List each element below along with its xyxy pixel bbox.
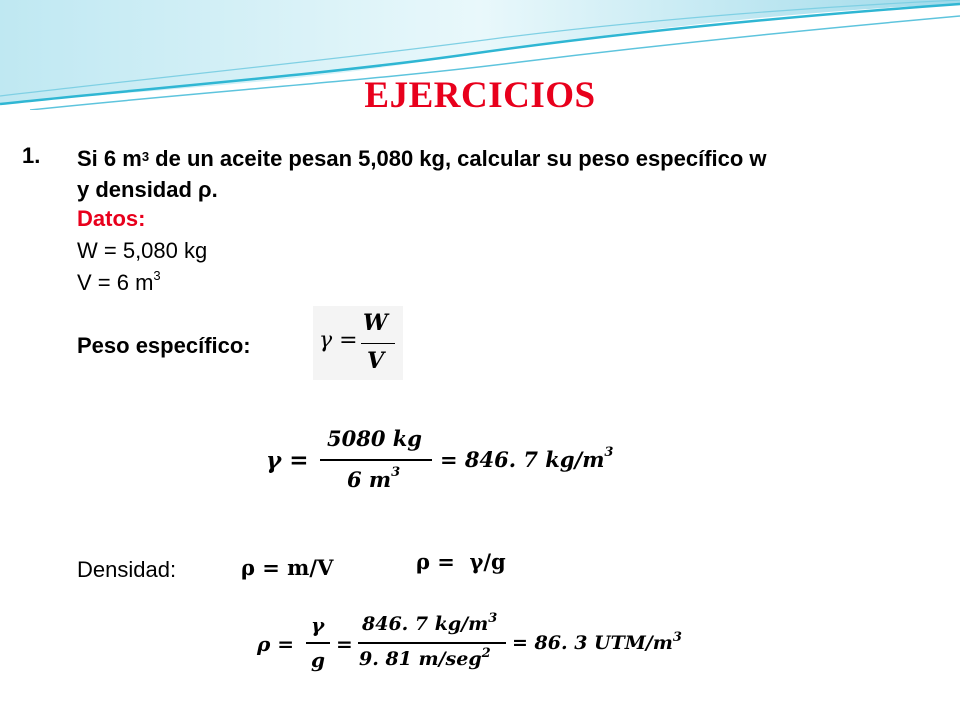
formula-image-lhs: γ = <box>319 328 358 353</box>
rho-eq-result <box>512 632 682 654</box>
gamma-eq-den-base: 6 m <box>347 467 392 492</box>
rho-eq-result-base: = 86. 3 UTM/m <box>512 632 673 654</box>
rho-eq-denominator-sup: 2 <box>481 646 491 661</box>
rho-eq-denominator-base: 9. 81 m/seg <box>359 648 482 670</box>
exercise-number: 1. <box>22 143 41 168</box>
problem-text-part1: Si 6 m <box>77 146 142 171</box>
density-formula-gamma-g: ρ = γ/g <box>416 549 506 574</box>
volume-value-sup: 3 <box>153 268 161 283</box>
problem-text-line2: y densidad ρ. <box>77 177 218 202</box>
volume-value <box>77 270 161 296</box>
formula-image-denominator: V <box>367 348 385 374</box>
formula-image-fraction-bar <box>361 343 395 344</box>
rho-eq-denominator <box>359 648 491 670</box>
gamma-eq-result-base: = 846. 7 kg/m <box>440 447 605 472</box>
rho-eq-lhs: ρ = <box>257 632 295 656</box>
density-formula-mass-volume: ρ = m/V <box>241 555 334 580</box>
densidad-label: Densidad: <box>77 557 177 582</box>
rho-eq-g-denominator: g <box>311 648 325 672</box>
rho-eq-gamma-numerator: γ <box>311 613 325 637</box>
weight-value: W = 5,080 kg <box>77 238 208 263</box>
rho-eq-result-sup: 3 <box>672 630 682 645</box>
gamma-eq-denominator <box>347 467 400 492</box>
formula-image-numerator: W <box>363 310 388 336</box>
slide-title: EJERCICIOS <box>364 75 596 116</box>
rho-eq-numerator-base: 846. 7 kg/m <box>362 613 489 635</box>
gamma-eq-lhs: γ = <box>266 447 309 474</box>
peso-especifico-label: Peso específico: <box>77 333 251 358</box>
rho-eq-fraction-bar-2 <box>358 642 506 644</box>
volume-value-base: V = 6 m <box>77 270 154 295</box>
rho-eq-fraction-bar-1 <box>306 642 330 644</box>
problem-superscript: 3 <box>141 149 150 164</box>
rho-eq-equals: = <box>336 632 353 656</box>
specific-weight-formula-image <box>313 306 403 380</box>
datos-label: Datos: <box>77 206 146 231</box>
gamma-eq-result-sup: 3 <box>604 445 614 460</box>
rho-eq-numerator <box>362 613 497 635</box>
gamma-eq-fraction-bar <box>320 459 432 461</box>
gamma-eq-numerator: 5080 kg <box>327 426 422 451</box>
problem-statement <box>77 143 947 205</box>
gamma-eq-den-sup: 3 <box>391 465 401 480</box>
gamma-eq-result <box>440 447 613 472</box>
rho-eq-numerator-sup: 3 <box>488 611 498 626</box>
problem-text-part2: de un aceite pesan 5,080 kg, calcular su peso específico w <box>149 146 767 171</box>
